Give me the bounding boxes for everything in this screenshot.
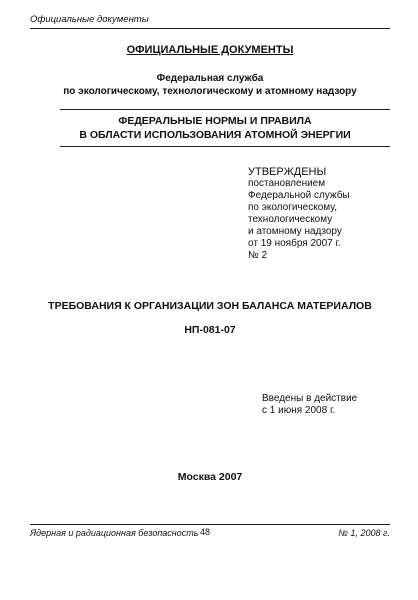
header-rule [30,28,390,29]
agency-scope: по экологическому, технологическому и атомному надзору [63,86,357,97]
approval-heading: УТВЕРЖДЕНЫ [248,166,327,178]
approval-line: технологическому [248,214,333,225]
effective-date-block [262,393,402,417]
footer-journal: Ядерная и радиационная безопасность [30,528,199,538]
norms-heading [40,114,390,142]
document-code: НП-081-07 [184,324,236,336]
running-header: Официальные документы [30,14,149,25]
approval-line: постановлением [248,178,326,189]
effective-date: с 1 июня 2008 г. [262,405,336,416]
approval-line: по экологическому, [248,202,338,213]
approval-block [248,166,408,262]
effective-label: Введены в действие [262,393,358,404]
norms-heading-line1: ФЕДЕРАЛЬНЫЕ НОРМЫ И ПРАВИЛА [118,115,312,127]
agency-name: Федеральная служба [156,73,264,84]
footer-page-number: 48 [200,527,211,537]
document-title: ТРЕБОВАНИЯ К ОРГАНИЗАЦИИ ЗОН БАЛАНСА МАТЕРИАЛОВ [48,300,372,312]
city-year: Москва 2007 [177,471,243,483]
footer-issue: № 1, 2008 г. [338,528,390,538]
approval-line: и атомному надзору [248,226,342,237]
norms-bottom-rule [60,146,390,147]
footer-rule [30,524,390,525]
norms-heading-line2: В ОБЛАСТИ ИСПОЛЬЗОВАНИЯ АТОМНОЙ ЭНЕРГИИ [79,129,351,141]
approval-date: от 19 ноября 2007 г. [248,238,341,249]
agency-block [40,72,380,98]
norms-top-rule [60,109,390,110]
approval-number: № 2 [248,250,268,261]
approval-line: Федеральной службы [248,190,350,201]
section-title: ОФИЦИАЛЬНЫЕ ДОКУМЕНТЫ [126,44,294,56]
